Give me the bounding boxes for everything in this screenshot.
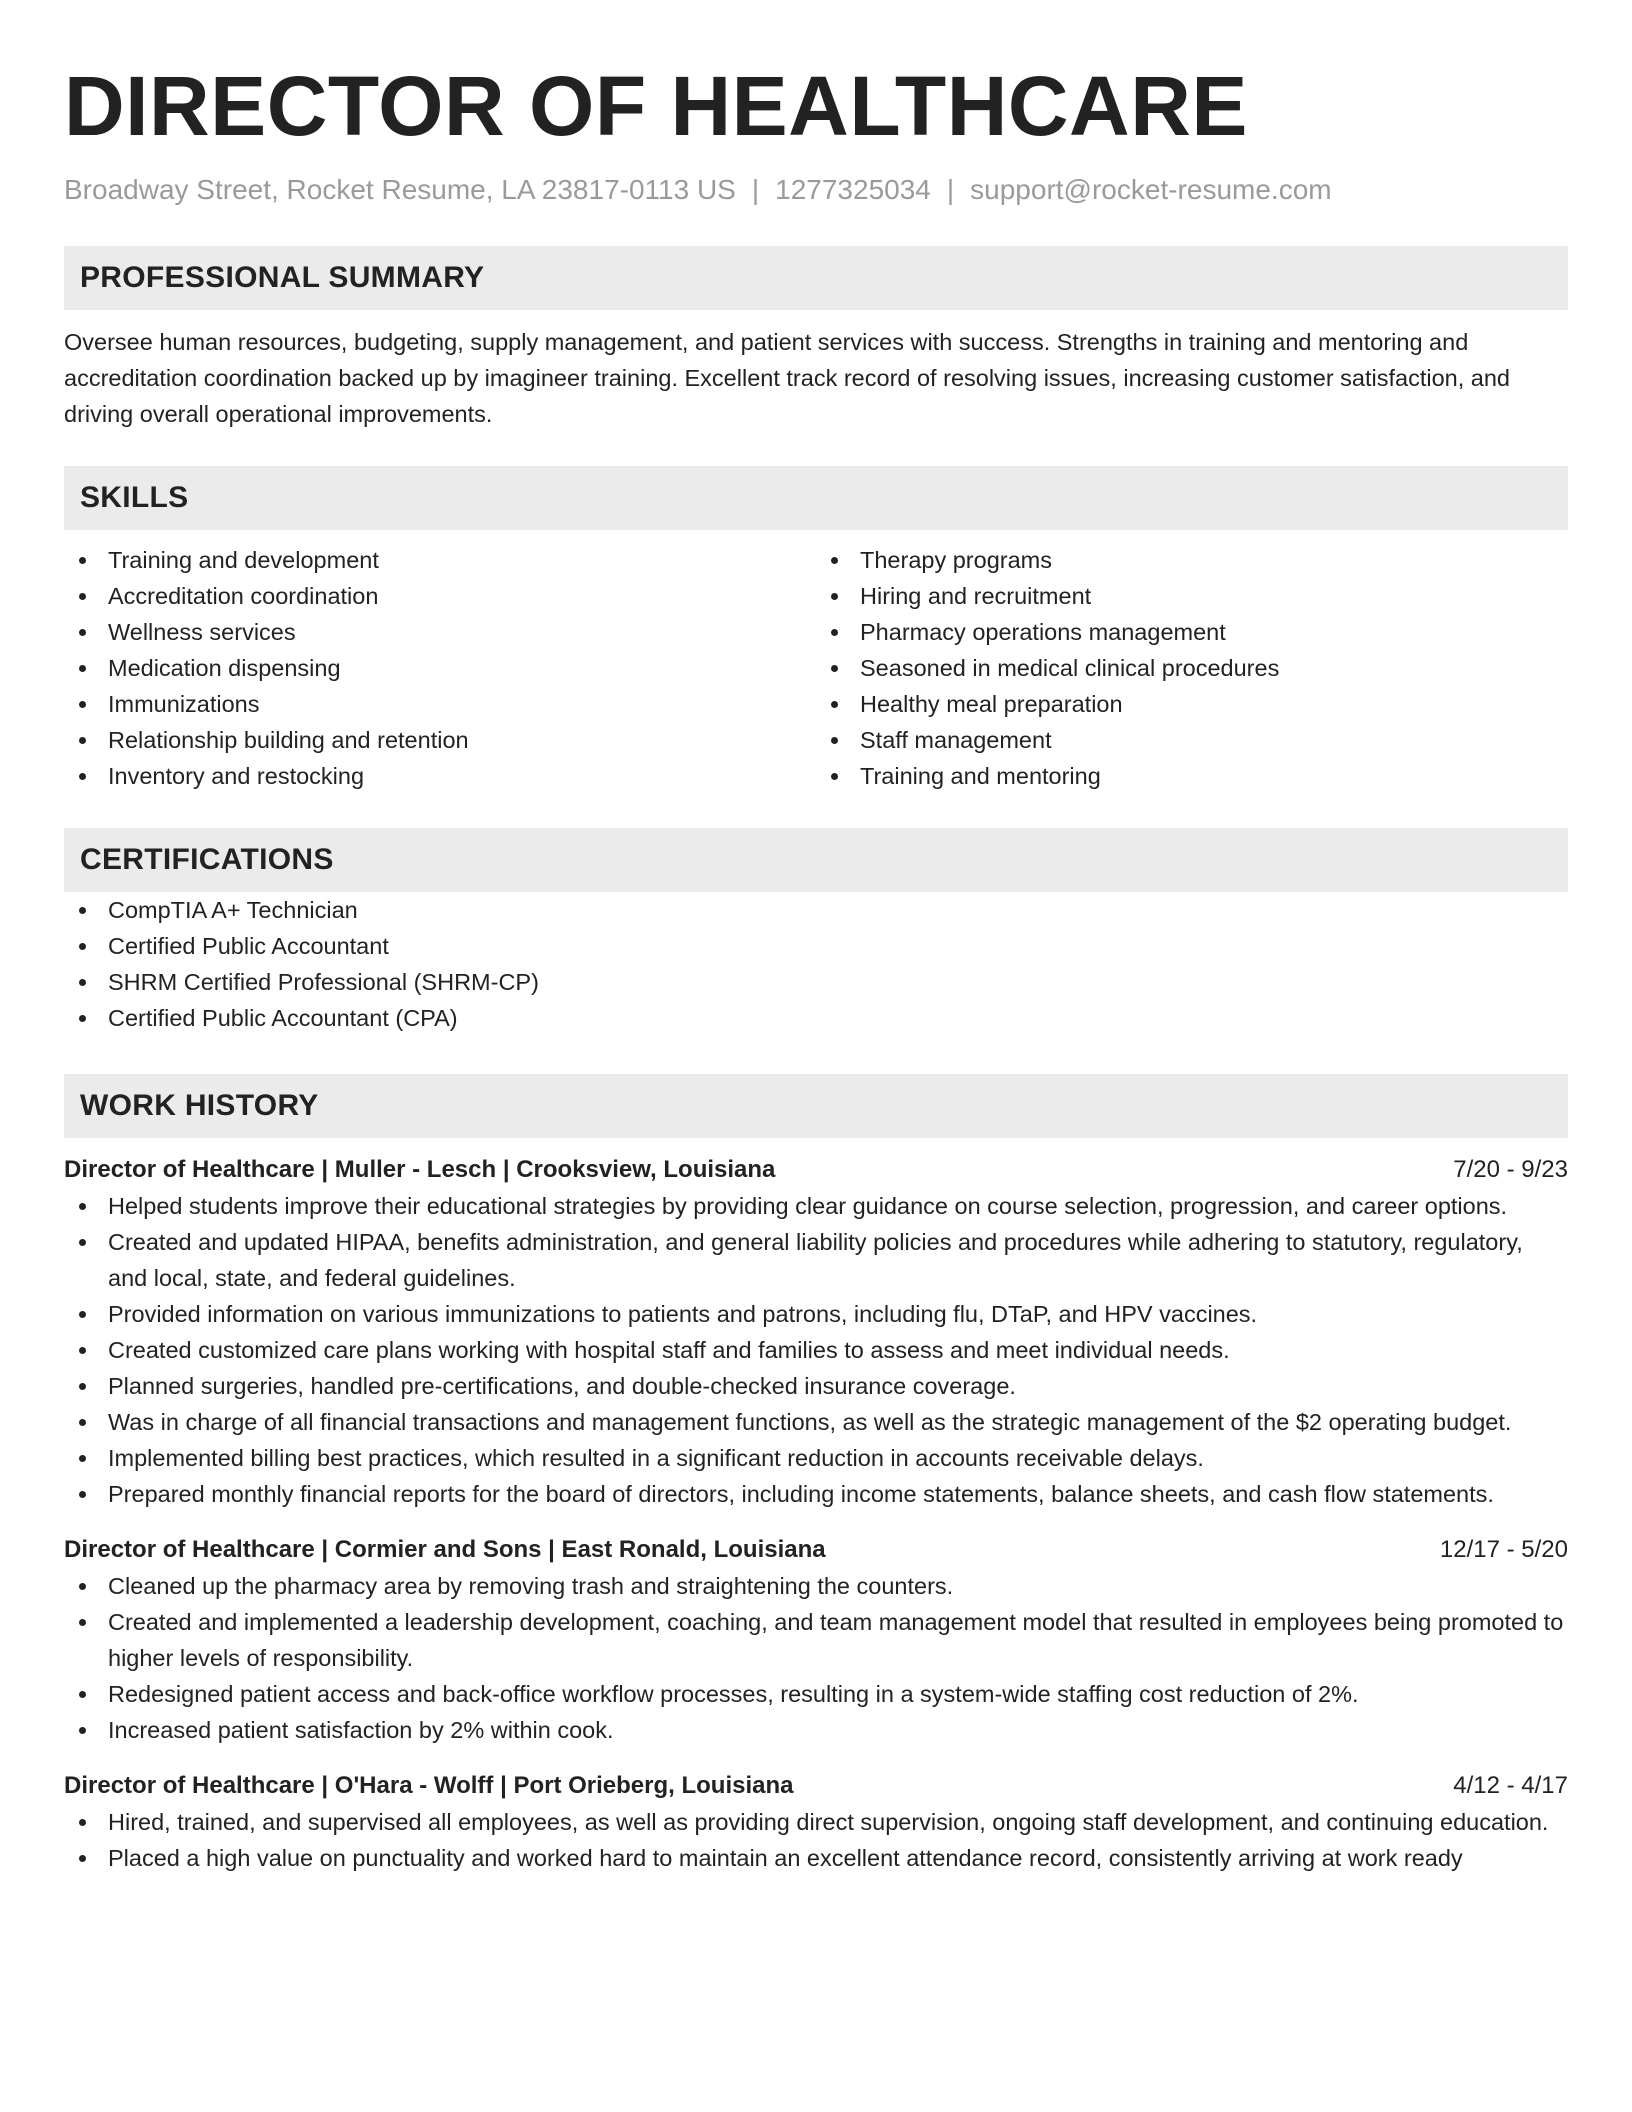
skill-item: Training and mentoring: [816, 758, 1568, 794]
contact-line: [64, 172, 1568, 208]
contact-address: Broadway Street, Rocket Resume, LA 23817-0113 US: [64, 174, 736, 205]
contact-separator: |: [946, 174, 955, 205]
skill-item: Training and development: [64, 542, 816, 578]
job-duty-item: Created and implemented a leadership development, coaching, and team management model that resulted in employees being promoted to higher levels of responsibility.: [64, 1604, 1568, 1676]
job-duty-item: Placed a high value on punctuality and worked hard to maintain an excellent attendance record, consistently arriving at work ready: [64, 1840, 1568, 1876]
resume-title: DIRECTOR OF HEALTHCARE: [64, 59, 1248, 153]
job-dates: 4/12 - 4/17: [1453, 1772, 1568, 1799]
skills-column-right: [816, 542, 1568, 794]
skill-item: Healthy meal preparation: [816, 686, 1568, 722]
contact-separator: |: [751, 174, 760, 205]
job-duty-item: Created customized care plans working with hospital staff and families to assess and meet individual needs.: [64, 1332, 1568, 1368]
summary-text: Oversee human resources, budgeting, supply management, and patient services with success. Strengths in training and mentoring and accreditation coordination backed up by imagineer training. Excellent track record of resolving issues, increasing customer satisfaction, and driving overall operational improvements.: [64, 329, 1510, 427]
job-duty-item: Helped students improve their educational strategies by providing clear guidance on course selection, progression, and career options.: [64, 1188, 1568, 1224]
job-dates: 12/17 - 5/20: [1439, 1536, 1568, 1563]
job-heading-row: [64, 1768, 1568, 1804]
job-duties-list: [64, 1188, 1568, 1512]
skill-item: Seasoned in medical clinical procedures: [816, 650, 1568, 686]
job-heading-row: [64, 1152, 1568, 1188]
skill-item: Accreditation coordination: [64, 578, 816, 614]
section-header-skills: SKILLS: [64, 466, 1568, 530]
job-duty-item: Cleaned up the pharmacy area by removing trash and straightening the counters.: [64, 1568, 1568, 1604]
skill-item: Hiring and recruitment: [816, 578, 1568, 614]
job-duty-item: Implemented billing best practices, which resulted in a significant reduction in accounts receivable delays.: [64, 1440, 1568, 1476]
contact-email: support@rocket-resume.com: [970, 174, 1332, 205]
job-duty-item: Hired, trained, and supervised all employees, as well as providing direct supervision, ongoing staff development, and continuing education.: [64, 1804, 1568, 1840]
job-duty-item: Was in charge of all financial transactions and management functions, as well as the strategic management of the $2 operating budget.: [64, 1404, 1568, 1440]
skill-item: Staff management: [816, 722, 1568, 758]
section-header-certifications: CERTIFICATIONS: [64, 828, 1568, 892]
skills-list-right: [816, 542, 1568, 794]
job-duty-item: Increased patient satisfaction by 2% within cook.: [64, 1712, 1568, 1748]
job-title: Director of Healthcare | O'Hara - Wolff | Port Orieberg, Louisiana: [64, 1772, 794, 1799]
skill-item: Therapy programs: [816, 542, 1568, 578]
certification-item: Certified Public Accountant (CPA): [64, 1000, 1568, 1036]
certifications-list: [64, 892, 1568, 1036]
job-duties-list: [64, 1804, 1568, 1876]
job-duty-item: Redesigned patient access and back-office workflow processes, resulting in a system-wide staffing cost reduction of 2%.: [64, 1676, 1568, 1712]
skill-item: Relationship building and retention: [64, 722, 816, 758]
certification-item: Certified Public Accountant: [64, 928, 1568, 964]
section-header-work-history: WORK HISTORY: [64, 1074, 1568, 1138]
job-duty-item: Prepared monthly financial reports for the board of directors, including income statements, balance sheets, and cash flow statements.: [64, 1476, 1568, 1512]
job-duty-item: Created and updated HIPAA, benefits administration, and general liability policies and procedures while adhering to statutory, regulatory, and local, state, and federal guidelines.: [64, 1224, 1568, 1296]
job-heading-row: [64, 1532, 1568, 1568]
skills-grid: [64, 542, 1568, 794]
skills-column-left: [64, 542, 816, 794]
job-dates: 7/20 - 9/23: [1453, 1156, 1568, 1183]
skill-item: Pharmacy operations management: [816, 614, 1568, 650]
job-title: Director of Healthcare | Muller - Lesch | Crooksview, Louisiana: [64, 1156, 776, 1183]
section-header-summary: PROFESSIONAL SUMMARY: [64, 246, 1568, 310]
skill-item: Immunizations: [64, 686, 816, 722]
skill-item: Wellness services: [64, 614, 816, 650]
job-duty-item: Provided information on various immunizations to patients and patrons, including flu, DTaP, and HPV vaccines.: [64, 1296, 1568, 1332]
job-duty-item: Planned surgeries, handled pre-certifications, and double-checked insurance coverage.: [64, 1368, 1568, 1404]
skill-item: Medication dispensing: [64, 650, 816, 686]
skill-item: Inventory and restocking: [64, 758, 816, 794]
certification-item: SHRM Certified Professional (SHRM-CP): [64, 964, 1568, 1000]
job-duties-list: [64, 1568, 1568, 1748]
certification-item: CompTIA A+ Technician: [64, 892, 1568, 928]
skills-list-left: [64, 542, 816, 794]
contact-phone: 1277325034: [775, 174, 931, 205]
job-title: Director of Healthcare | Cormier and Sons | East Ronald, Louisiana: [64, 1536, 826, 1563]
